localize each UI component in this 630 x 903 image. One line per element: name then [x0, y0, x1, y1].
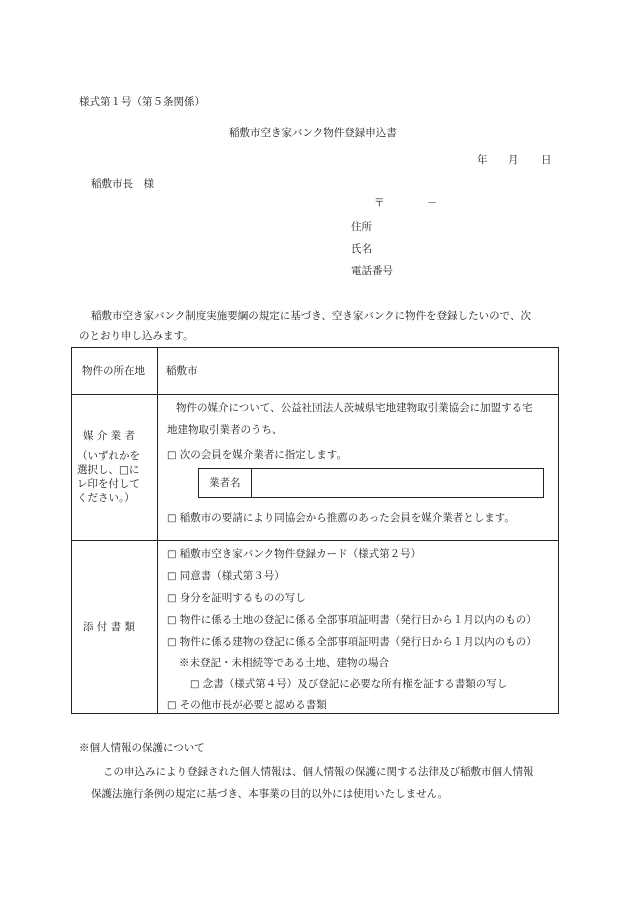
name-label: 氏名 [351, 243, 372, 255]
date-day-label: 日 [541, 154, 552, 166]
form-table [71, 347, 559, 714]
broker-note-line-1: （いずれかを [77, 450, 140, 462]
attachment-item-other[interactable] [167, 699, 327, 713]
attachment-item-4[interactable] [167, 614, 537, 628]
privacy-heading: ※個人情報の保護について [79, 742, 205, 754]
address-label: 住所 [351, 221, 372, 233]
broker-name-divider [251, 469, 252, 497]
phone-label: 電話番号 [351, 265, 393, 277]
attachment-item-1-label: 稲敷市空き家バンク物件登録カード（様式第２号） [179, 548, 422, 560]
checkbox-other[interactable]: □ [167, 700, 177, 711]
attachments-label: 添 付 書 類 [83, 621, 136, 633]
broker-note-line-3: レ印を付して [77, 478, 140, 490]
broker-note-line-2: 選択し、□に [77, 464, 140, 476]
column-divider [157, 348, 158, 713]
checkbox-pledge[interactable]: □ [190, 679, 200, 690]
broker-desc-line-2: 地建物取引業者のうち、 [167, 424, 283, 436]
page-title: 稲敷市空き家バンク物件登録申込書 [229, 127, 397, 139]
attachment-item-pledge[interactable] [190, 678, 507, 692]
broker-option-recommend[interactable] [167, 512, 515, 526]
postal-mark: 〒 [374, 197, 385, 209]
broker-name-box [198, 468, 544, 498]
intro-line-2: のとおり申し込みます。 [79, 330, 194, 342]
attachment-item-4-label: 物件に係る土地の登記に係る全部事項証明書（発行日から１月以内のもの） [179, 614, 537, 626]
unregistered-note: ※未登記・未相続等である土地、建物の場合 [179, 657, 389, 669]
attachment-item-other-label: その他市長が必要と認める書類 [179, 699, 327, 711]
privacy-line-1: この申込みにより登録された個人情報は、個人情報の保護に関する法律及び稲敷市個人情報 [103, 766, 534, 778]
row-divider-2 [72, 540, 558, 541]
form-number: 様式第１号（第５条関係） [79, 96, 205, 108]
attachment-item-3[interactable] [167, 592, 306, 606]
checkbox-attachment-3[interactable]: □ [167, 593, 177, 604]
checkbox-attachment-5[interactable]: □ [167, 637, 177, 648]
attachment-item-2-label: 同意書（様式第３号） [179, 570, 285, 582]
date-year-label: 年 [477, 154, 488, 166]
broker-option-designate[interactable] [167, 449, 347, 463]
broker-name-label: 業者名 [209, 477, 241, 489]
checkbox-attachment-1[interactable]: □ [167, 549, 177, 560]
intro-line-1: 稲敷市空き家バンク制度実施要綱の規定に基づき、空き家バンクに物件を登録したいので、次 [91, 310, 531, 322]
attachment-item-3-label: 身分を証明するものの写し [179, 592, 306, 604]
checkbox-recommend[interactable]: □ [167, 513, 177, 524]
location-label: 物件の所在地 [82, 365, 145, 377]
location-value: 稲敷市 [166, 365, 198, 377]
option-designate-label: 次の会員を媒介業者に指定します。 [179, 449, 347, 461]
checkbox-attachment-4[interactable]: □ [167, 615, 177, 626]
attachment-item-1[interactable] [167, 548, 421, 562]
broker-label: 媒 介 業 者 [83, 430, 136, 442]
checkbox-attachment-2[interactable]: □ [167, 571, 177, 582]
addressee: 稲敷市長 様 [91, 178, 154, 190]
privacy-line-2: 保護法施行条例の規定に基づき、本事業の目的以外には使用いたしません。 [91, 788, 449, 800]
date-month-label: 月 [508, 154, 519, 166]
checkbox-designate[interactable]: □ [167, 450, 177, 461]
attachment-item-5-label: 物件に係る建物の登記に係る全部事項証明書（発行日から１月以内のもの） [179, 636, 537, 648]
option-recommend-label: 稲敷市の要請により同協会から推薦のあった会員を媒介業者とします。 [179, 512, 515, 524]
broker-desc-line-1: 物件の媒介について、公益社団法人茨城県宅地建物取引業協会に加盟する宅 [176, 402, 533, 414]
attachment-item-5[interactable] [167, 636, 537, 650]
broker-note-line-4: ください。） [77, 492, 135, 504]
postal-dash: － [427, 197, 438, 209]
row-divider-1 [72, 394, 558, 395]
attachment-item-2[interactable] [167, 570, 285, 584]
broker-name-field[interactable] [255, 471, 539, 495]
attachment-item-pledge-label: 念書（様式第４号）及び登記に必要な所有権を証する書類の写し [202, 678, 508, 690]
